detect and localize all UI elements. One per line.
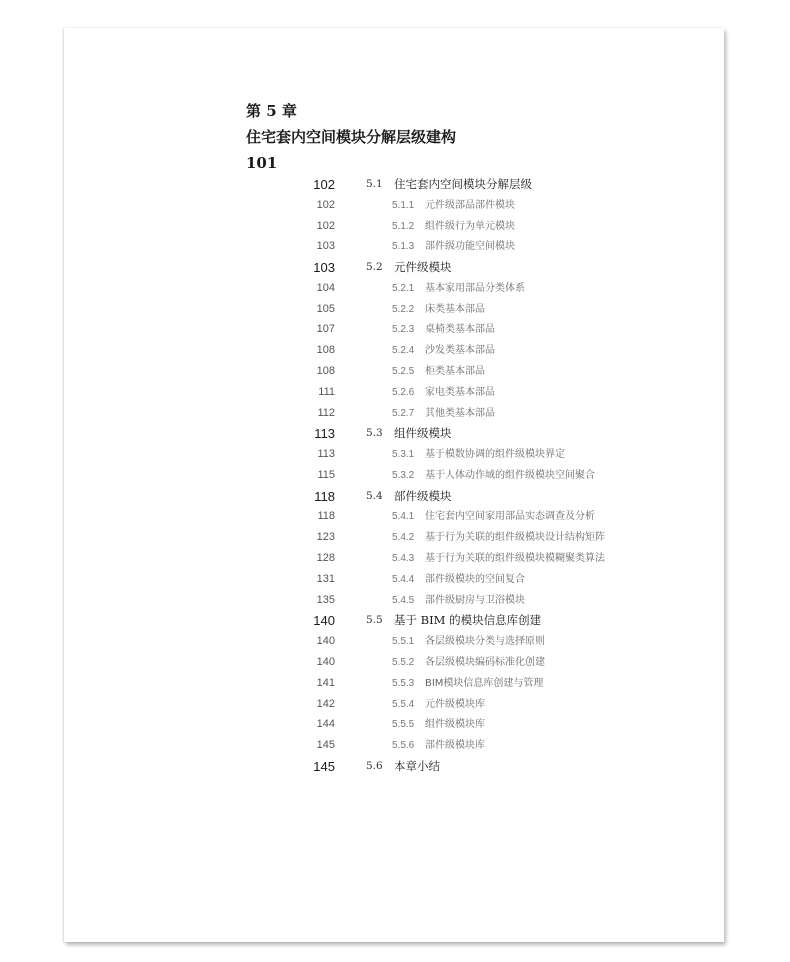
toc-entry-number: 5.4.5 <box>392 594 415 606</box>
toc-entry-number: 5.5 <box>366 614 383 627</box>
toc-section-row <box>64 423 724 444</box>
chapter-number: 第 5 章 <box>246 102 297 120</box>
toc-section-row <box>64 174 724 195</box>
toc-subsection-row <box>64 299 724 320</box>
toc-entry-title: 元件级模块库 <box>425 698 485 710</box>
toc-subsection-row <box>64 735 724 756</box>
toc-entry-number: 5.4.4 <box>392 573 415 585</box>
toc-entry-number: 5.5.1 <box>392 636 415 648</box>
toc-page-number: 104 <box>316 281 335 294</box>
toc-entry-title: 元件级部品部件模块 <box>425 199 515 211</box>
toc-page-number: 131 <box>316 572 335 585</box>
toc-page-number: 102 <box>313 177 335 192</box>
toc-subsection-row <box>64 548 724 569</box>
toc-section-row <box>64 756 724 777</box>
toc-subsection-row <box>64 403 724 424</box>
toc-page-number: 102 <box>316 219 335 232</box>
toc-subsection-row <box>64 382 724 403</box>
toc-entry-title: BIM模块信息库创建与管理 <box>425 677 544 689</box>
toc-page-number: 115 <box>317 468 335 481</box>
toc-entry-title: 其他类基本部品 <box>425 407 495 419</box>
toc-entry-number: 5.4.3 <box>392 553 415 565</box>
toc-page-number: 107 <box>316 323 335 336</box>
toc-page-number: 111 <box>318 385 335 398</box>
toc-entry-number: 5.5.5 <box>392 719 415 731</box>
toc-subsection-row <box>64 569 724 590</box>
toc-entry-title: 部件级模块 <box>394 488 452 503</box>
toc-entry-number: 5.1.3 <box>392 241 415 253</box>
toc-entry-number: 5.4.2 <box>392 532 415 544</box>
toc-entry-title: 部件级厨房与卫浴模块 <box>425 594 525 606</box>
toc-entry-number: 5.5.4 <box>392 698 415 710</box>
toc-entry-number: 5.1.1 <box>392 199 415 211</box>
toc-subsection-row <box>64 506 724 527</box>
toc-entry-title: 床类基本部品 <box>425 303 485 315</box>
toc-page-number: 103 <box>313 260 335 276</box>
toc-subsection-row <box>64 673 724 694</box>
toc-page-number: 102 <box>316 198 335 211</box>
toc-entry-title: 家电类基本部品 <box>425 386 495 398</box>
toc-subsection-row <box>64 340 724 361</box>
toc-entry-title: 基于行为关联的组件级模块模糊聚类算法 <box>425 553 605 565</box>
toc-entry-number: 5.6 <box>366 759 383 772</box>
toc-page-number: 142 <box>316 697 335 710</box>
toc-page-number: 145 <box>316 739 335 752</box>
toc-subsection-row <box>64 361 724 382</box>
toc-subsection-row <box>64 278 724 299</box>
toc-entry-title: 部件级功能空间模块 <box>425 241 515 253</box>
toc-entry-number: 5.1 <box>366 178 383 190</box>
toc-subsection-row <box>64 465 724 486</box>
toc-page-number: 103 <box>316 240 335 253</box>
toc-entry-title: 基于模数协调的组件级模块界定 <box>425 449 565 461</box>
toc-entry-number: 5.3.2 <box>392 469 415 481</box>
toc-entry-number: 5.1.2 <box>392 220 415 232</box>
toc-page-number: 141 <box>316 676 335 689</box>
toc-page-number: 108 <box>316 365 335 378</box>
toc-page-number: 112 <box>317 406 335 419</box>
toc-page-number: 123 <box>316 531 335 544</box>
toc-entry-title: 沙发类基本部品 <box>425 345 495 357</box>
toc-entry-number: 5.3 <box>366 427 383 440</box>
toc-subsection-row <box>64 236 724 257</box>
toc-subsection-row <box>64 527 724 548</box>
toc-section-row <box>64 610 724 631</box>
toc-entry-title: 基于行为关联的组件级模块设计结构矩阵 <box>425 532 605 544</box>
toc-entry-number: 5.2.2 <box>392 303 415 315</box>
toc-entry-number: 5.2.3 <box>392 324 415 336</box>
toc-entry-number: 5.2.6 <box>392 386 415 398</box>
toc-entry-title: 组件级模块库 <box>425 719 485 731</box>
toc-entry-title: 住宅套内空间家用部品实态调查及分析 <box>425 511 595 523</box>
toc-page-number: 140 <box>316 655 335 668</box>
toc-subsection-row <box>64 195 724 216</box>
toc-entry-title: 部件级模块的空间复合 <box>425 573 525 585</box>
toc-entry-title: 各层级模块编码标准化创建 <box>425 656 545 668</box>
toc-entry-number: 5.5.3 <box>392 677 415 689</box>
toc-entry-title: 组件级模块 <box>394 426 452 441</box>
chapter-page-number: 101 <box>246 154 278 172</box>
toc-entry-number: 5.2.7 <box>392 407 415 419</box>
toc-subsection-row <box>64 216 724 237</box>
toc-entry-number: 5.5.2 <box>392 656 415 668</box>
toc-entry-number: 5.4 <box>366 489 383 502</box>
toc-entry-title: 基于人体动作域的组件级模块空间聚合 <box>425 469 595 481</box>
toc-page-number: 118 <box>317 510 335 523</box>
toc-page-number: 144 <box>316 718 335 731</box>
toc-subsection-row <box>64 631 724 652</box>
toc-page-number: 140 <box>313 613 335 629</box>
toc-entry-title: 住宅套内空间模块分解层级 <box>394 177 532 191</box>
toc-page-number: 105 <box>316 302 335 315</box>
toc-subsection-row <box>64 652 724 673</box>
toc-section-row <box>64 486 724 507</box>
toc-page-number: 145 <box>313 758 335 774</box>
toc-subsection-row <box>64 444 724 465</box>
toc-page-number: 113 <box>317 448 335 461</box>
toc-entry-title: 部件级模块库 <box>425 740 485 752</box>
toc-entry-title: 本章小结 <box>394 758 440 773</box>
toc-entry-title: 柜类基本部品 <box>425 366 485 378</box>
toc-subsection-row <box>64 714 724 735</box>
toc-entry-number: 5.2.1 <box>392 282 415 294</box>
toc-entry-number: 5.2 <box>366 261 383 274</box>
toc-subsection-row <box>64 590 724 611</box>
toc-subsection-row <box>64 694 724 715</box>
toc-entry-title: 元件级模块 <box>394 260 452 275</box>
toc-entry-number: 5.3.1 <box>392 449 415 461</box>
toc-entry-title: 基于 BIM 的模块信息库创建 <box>394 613 542 628</box>
toc-entry-number: 5.5.6 <box>392 740 415 752</box>
toc-entry-number: 5.2.4 <box>392 345 415 357</box>
toc-entry-title: 组件级行为单元模块 <box>425 220 515 232</box>
toc-subsection-row <box>64 319 724 340</box>
toc-entry-title: 桌椅类基本部品 <box>425 324 495 336</box>
toc-entry-title: 各层级模块分类与选择原则 <box>425 636 545 648</box>
book-page <box>64 28 724 942</box>
chapter-title: 住宅套内空间模块分解层级建构 <box>246 128 457 146</box>
toc-page-number: 108 <box>316 344 335 357</box>
toc-entry-title: 基本家用部品分类体系 <box>425 282 525 294</box>
toc-page-number: 128 <box>316 552 335 565</box>
toc-page-number: 135 <box>316 593 335 606</box>
toc-page-number: 113 <box>314 426 335 442</box>
toc-entry-number: 5.2.5 <box>392 366 415 378</box>
toc-entry-number: 5.4.1 <box>392 511 415 523</box>
toc-section-row <box>64 257 724 278</box>
toc-page-number: 118 <box>314 488 335 504</box>
toc-page-number: 140 <box>316 635 335 648</box>
chapter-heading <box>246 102 456 172</box>
